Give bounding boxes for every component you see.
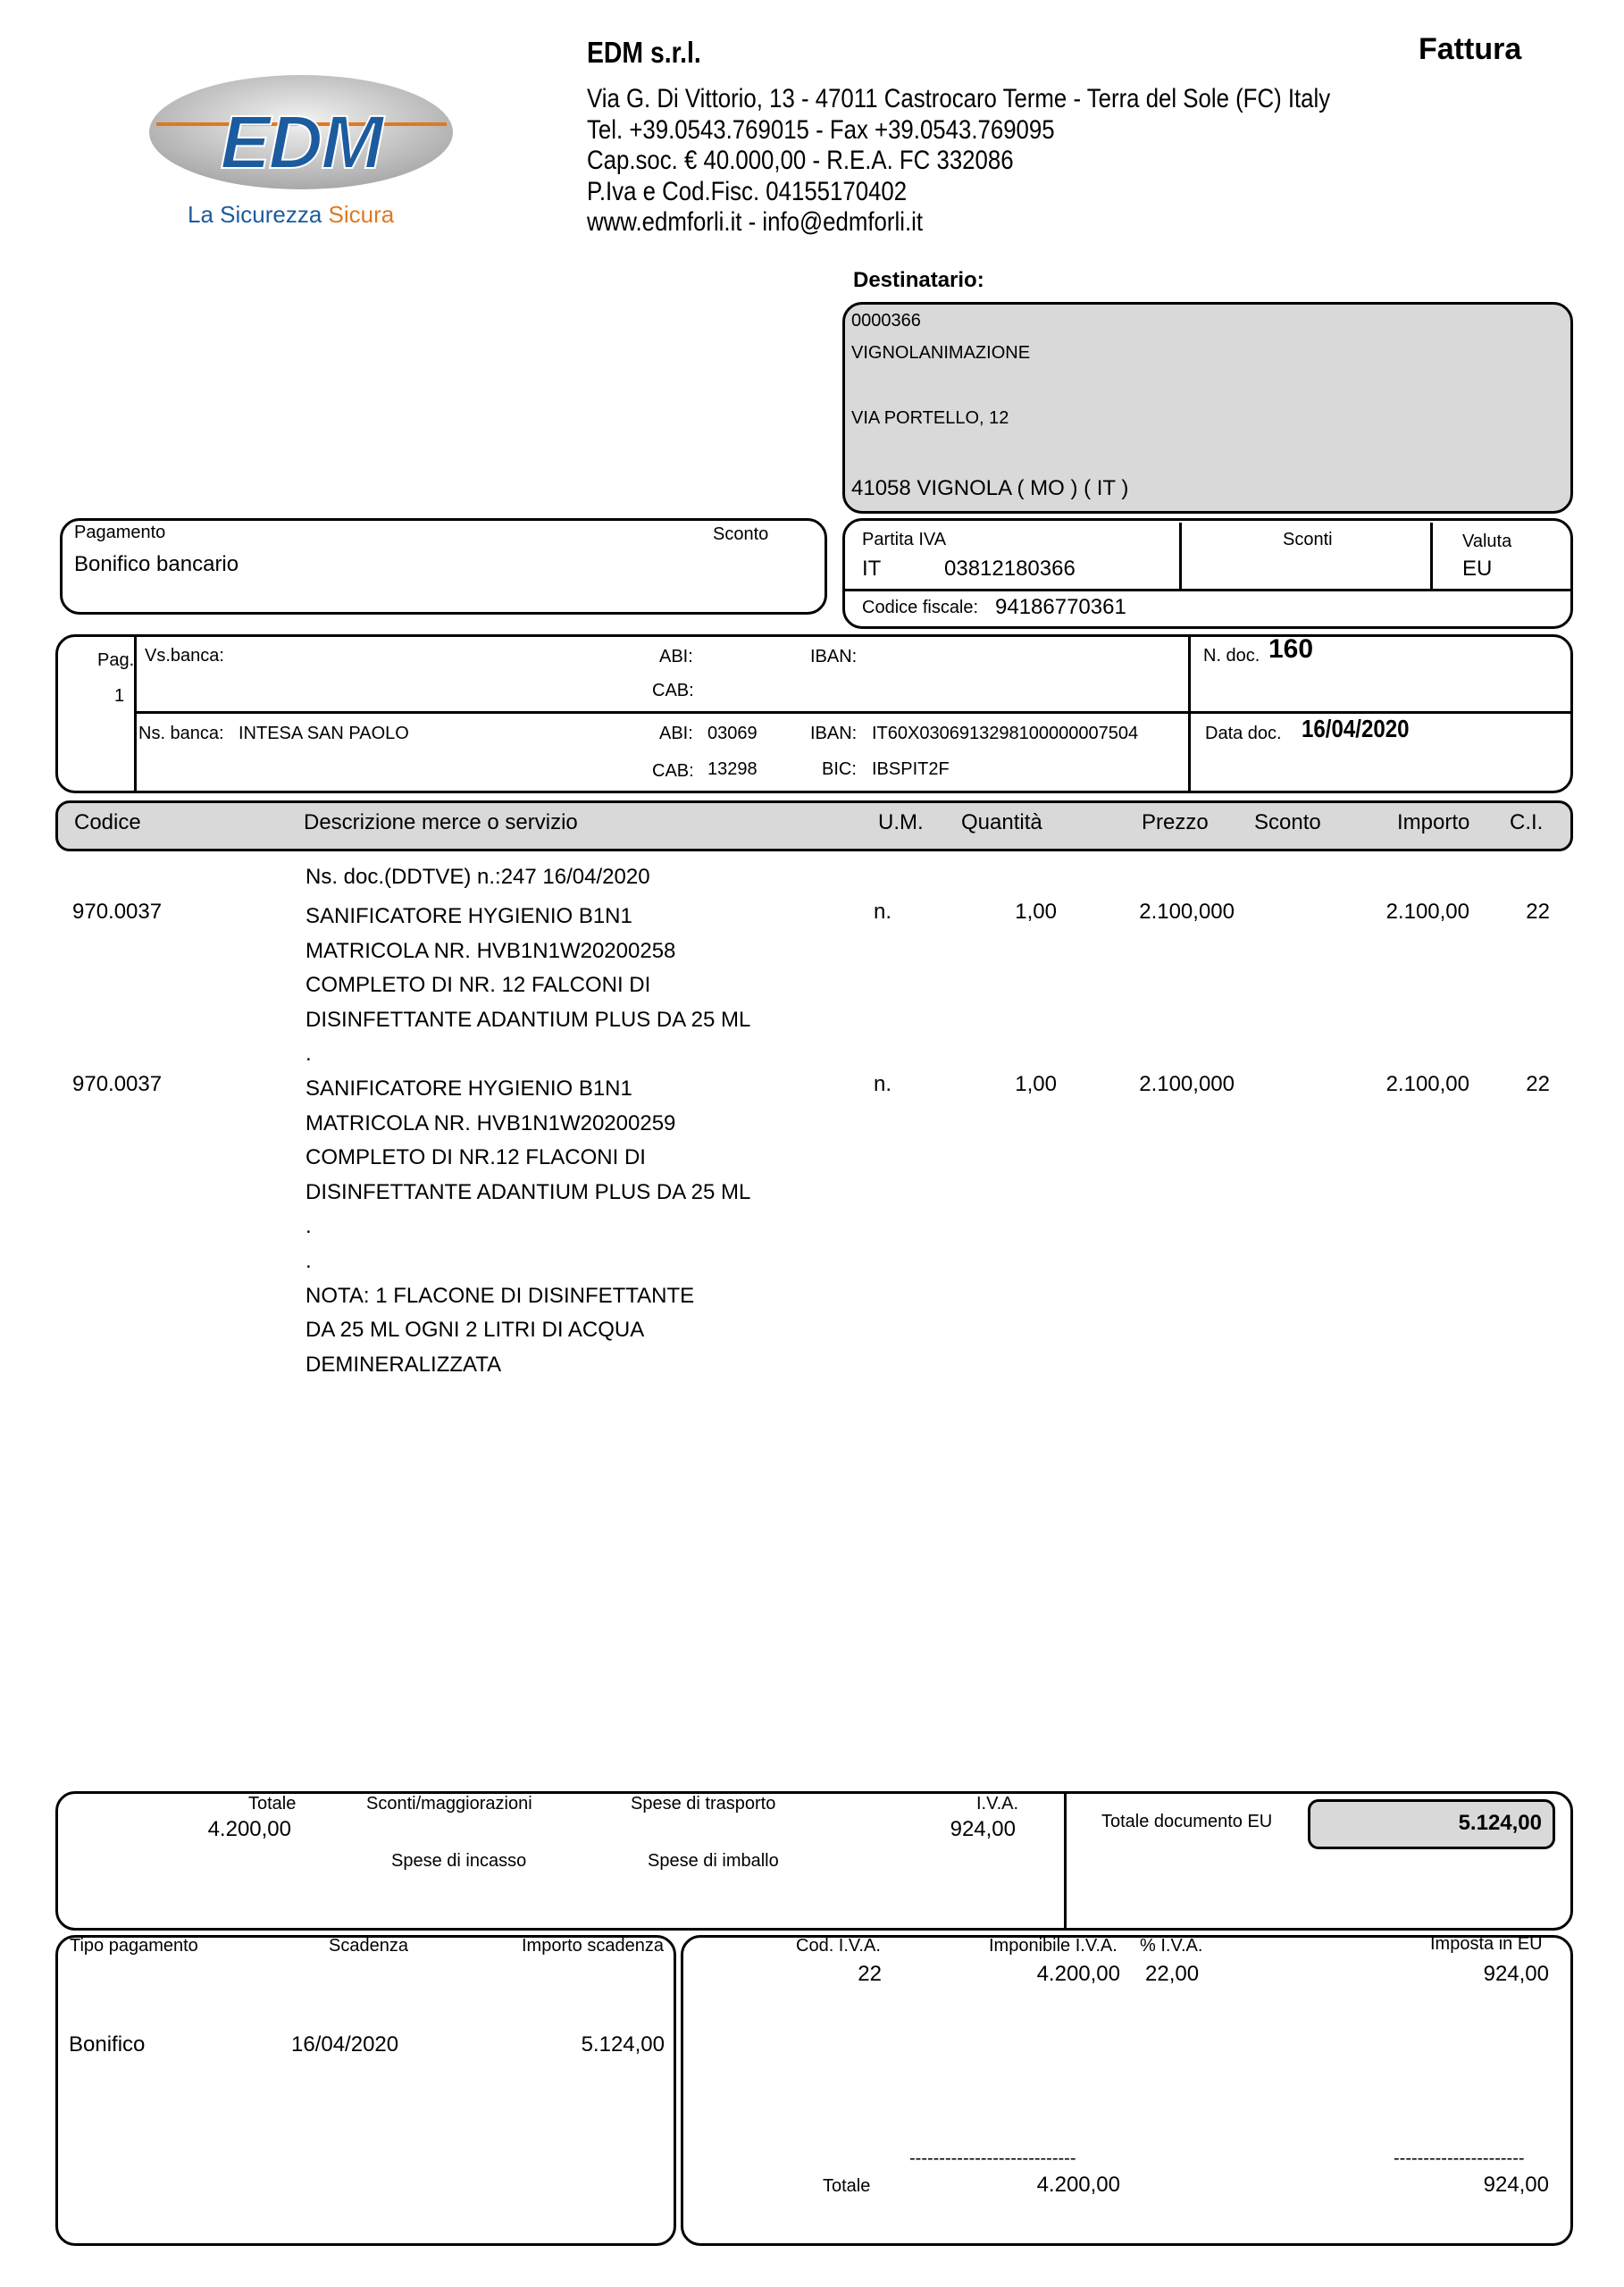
recipient-city: 41058 VIGNOLA ( MO ) ( IT )	[851, 476, 1129, 500]
totale-imponibile-value: 4.200,00	[1036, 2173, 1120, 2197]
item-line: DA 25 ML OGNI 2 LITRI DI ACQUA	[306, 1318, 645, 1343]
item-line: DEMINERALIZZATA	[306, 1352, 502, 1377]
company-line: www.edmforli.it - info@edmforli.it	[587, 207, 924, 237]
logo-text: EDM	[220, 100, 382, 184]
ndoc-label: N. doc.	[1203, 646, 1260, 666]
tipo-pagamento-value: Bonifico	[69, 2032, 146, 2057]
vs-banca-label: Vs.banca:	[145, 646, 224, 666]
divider	[1430, 523, 1433, 591]
trasporto-label: Spese di trasporto	[631, 1794, 776, 1814]
piva-value: 03812180366	[944, 557, 1076, 581]
company-line: P.Iva e Cod.Fisc. 04155170402	[587, 176, 908, 206]
item-line: SANIFICATORE HYGIENIO B1N1	[306, 904, 632, 928]
item-line: MATRICOLA NR. HVB1N1W20200259	[306, 1110, 676, 1135]
item-amount: 2.100,00	[1385, 900, 1469, 924]
sconti-label: Sconti	[1283, 530, 1333, 549]
item-line: MATRICOLA NR. HVB1N1W20200258	[306, 938, 676, 963]
schedule-box	[55, 1935, 676, 2246]
reference-line: Ns. doc.(DDTVE) n.:247 16/04/2020	[306, 865, 650, 889]
item-line: .	[306, 1214, 312, 1239]
iva-value: 924,00	[950, 1817, 1016, 1841]
perc-iva-label: % I.V.A.	[1140, 1936, 1203, 1956]
cf-label: Codice fiscale:	[862, 598, 979, 617]
data-doc-value: 16/04/2020	[1302, 715, 1410, 742]
ns-iban-label: IBAN:	[810, 724, 858, 743]
totale-documento-label: Totale documento EU	[1101, 1812, 1273, 1831]
divider	[1064, 1793, 1067, 1929]
item-code: 970.0037	[72, 1072, 163, 1096]
payment-value: Bonifico bancario	[74, 552, 239, 576]
ns-abi-value: 03069	[707, 724, 758, 743]
col-quantita: Quantità	[961, 810, 1042, 834]
pag-value: 1	[114, 686, 125, 706]
divider	[1179, 523, 1182, 591]
divider	[1188, 636, 1191, 792]
cf-value: 94186770361	[995, 595, 1126, 619]
totale-label: Totale	[248, 1794, 297, 1814]
col-prezzo: Prezzo	[1142, 810, 1209, 834]
totale-value: 4.200,00	[207, 1817, 291, 1841]
iva-label: I.V.A.	[976, 1794, 1019, 1814]
scadenza-value: 16/04/2020	[291, 2032, 399, 2057]
divider	[134, 711, 1571, 714]
ns-cab-value: 13298	[707, 759, 758, 779]
item-price: 2.100,000	[1139, 900, 1235, 924]
col-sconto: Sconto	[1254, 810, 1321, 834]
item-vat: 22	[1526, 1072, 1550, 1096]
dash-line: ----------------------	[1394, 2149, 1525, 2168]
ns-abi-label: ABI:	[659, 724, 693, 743]
ns-banca-value: INTESA SAN PAOLO	[239, 724, 409, 743]
vs-abi-label: ABI:	[659, 647, 693, 666]
totale-label: Totale	[823, 2176, 871, 2196]
totale-documento-value: 5.124,00	[1458, 1811, 1542, 1835]
ns-banca-label: Ns. banca:	[138, 724, 224, 743]
importo-scadenza-value: 5.124,00	[581, 2032, 665, 2057]
importo-scadenza-label: Importo scadenza	[522, 1936, 664, 1956]
item-um: n.	[874, 1072, 892, 1096]
item-line: NOTA: 1 FLACONE DI DISINFETTANTE	[306, 1283, 695, 1308]
item-price: 2.100,000	[1139, 1072, 1235, 1096]
item-description	[306, 900, 750, 1072]
item-line: DISINFETTANTE ADANTIUM PLUS DA 25 ML	[306, 1179, 751, 1204]
imposta-value: 924,00	[1483, 1962, 1549, 1986]
table-header	[55, 800, 1573, 851]
company-address	[587, 84, 1330, 239]
piva-label: Partita IVA	[862, 530, 947, 549]
scadenza-label: Scadenza	[329, 1936, 408, 1956]
dash-line: ----------------------------	[909, 2149, 1076, 2168]
item-line: .	[306, 1248, 312, 1273]
payment-label: Pagamento	[74, 523, 166, 542]
divider	[842, 589, 1573, 591]
imponibile-label: Imponibile I.V.A.	[989, 1936, 1118, 1956]
imponibile-value: 4.200,00	[1036, 1962, 1120, 1986]
company-line: Cap.soc. € 40.000,00 - R.E.A. FC 332086	[587, 146, 1014, 175]
document-type: Fattura	[1419, 32, 1522, 66]
recipient-name: VIGNOLANIMAZIONE	[851, 343, 1031, 363]
vs-cab-label: CAB:	[652, 681, 694, 700]
ndoc-value: 160	[1268, 634, 1314, 664]
vs-iban-label: IBAN:	[810, 647, 858, 666]
imposta-label: Imposta in EU	[1430, 1934, 1543, 1954]
totale-imposta-value: 924,00	[1483, 2173, 1549, 2197]
sconti-maggiorazioni-label: Sconti/maggiorazioni	[366, 1794, 532, 1814]
discount-label: Sconto	[713, 524, 769, 544]
col-importo: Importo	[1397, 810, 1470, 834]
company-logo	[147, 73, 456, 198]
piva-country: IT	[862, 557, 882, 581]
item-amount: 2.100,00	[1385, 1072, 1469, 1096]
recipient-title: Destinatario:	[853, 268, 984, 292]
item-description	[306, 1072, 750, 1382]
col-um: U.M.	[878, 810, 924, 834]
ns-cab-label: CAB:	[652, 761, 694, 781]
item-qty: 1,00	[1015, 1072, 1057, 1096]
item-um: n.	[874, 900, 892, 924]
item-line: COMPLETO DI NR. 12 FALCONI DI	[306, 973, 651, 998]
ns-iban-value: IT60X0306913298100000007504	[872, 724, 1139, 743]
divider	[134, 636, 137, 792]
item-line: SANIFICATORE HYGIENIO B1N1	[306, 1076, 632, 1101]
data-doc-label: Data doc.	[1205, 724, 1282, 743]
incasso-label: Spese di incasso	[391, 1851, 527, 1871]
col-ci: C.I.	[1510, 810, 1544, 834]
valuta-value: EU	[1462, 557, 1493, 581]
recipient-address: VIA PORTELLO, 12	[851, 408, 1009, 428]
pag-label: Pag.	[97, 650, 135, 670]
valuta-label: Valuta	[1462, 532, 1512, 551]
tagline-part-a: La Sicurezza	[188, 201, 329, 228]
cod-iva-label: Cod. I.V.A.	[796, 1936, 881, 1956]
bic-value: IBSPIT2F	[872, 759, 950, 779]
col-descrizione: Descrizione merce o servizio	[304, 810, 578, 834]
imballo-label: Spese di imballo	[648, 1851, 779, 1871]
company-name: EDM s.r.l.	[587, 36, 701, 69]
item-line: .	[306, 1042, 312, 1067]
perc-iva-value: 22,00	[1145, 1962, 1200, 1986]
company-line: Tel. +39.0543.769015 - Fax +39.0543.769095	[587, 114, 1055, 145]
bic-label: BIC:	[822, 759, 857, 779]
item-line: DISINFETTANTE ADANTIUM PLUS DA 25 ML	[306, 1007, 751, 1032]
item-code: 970.0037	[72, 900, 163, 924]
tagline-part-b: Sicura	[328, 201, 395, 228]
col-codice: Codice	[74, 810, 141, 834]
tipo-pagamento-label: Tipo pagamento	[70, 1936, 198, 1956]
company-tagline	[188, 201, 394, 229]
item-line: COMPLETO DI NR.12 FLACONI DI	[306, 1145, 646, 1170]
item-vat: 22	[1526, 900, 1550, 924]
recipient-code: 0000366	[851, 311, 921, 331]
company-line: Via G. Di Vittorio, 13 - 47011 Castrocaro Terme - Terra del Sole (FC) Italy	[587, 84, 1331, 113]
item-qty: 1,00	[1015, 900, 1057, 924]
cod-iva-value: 22	[858, 1962, 882, 1986]
